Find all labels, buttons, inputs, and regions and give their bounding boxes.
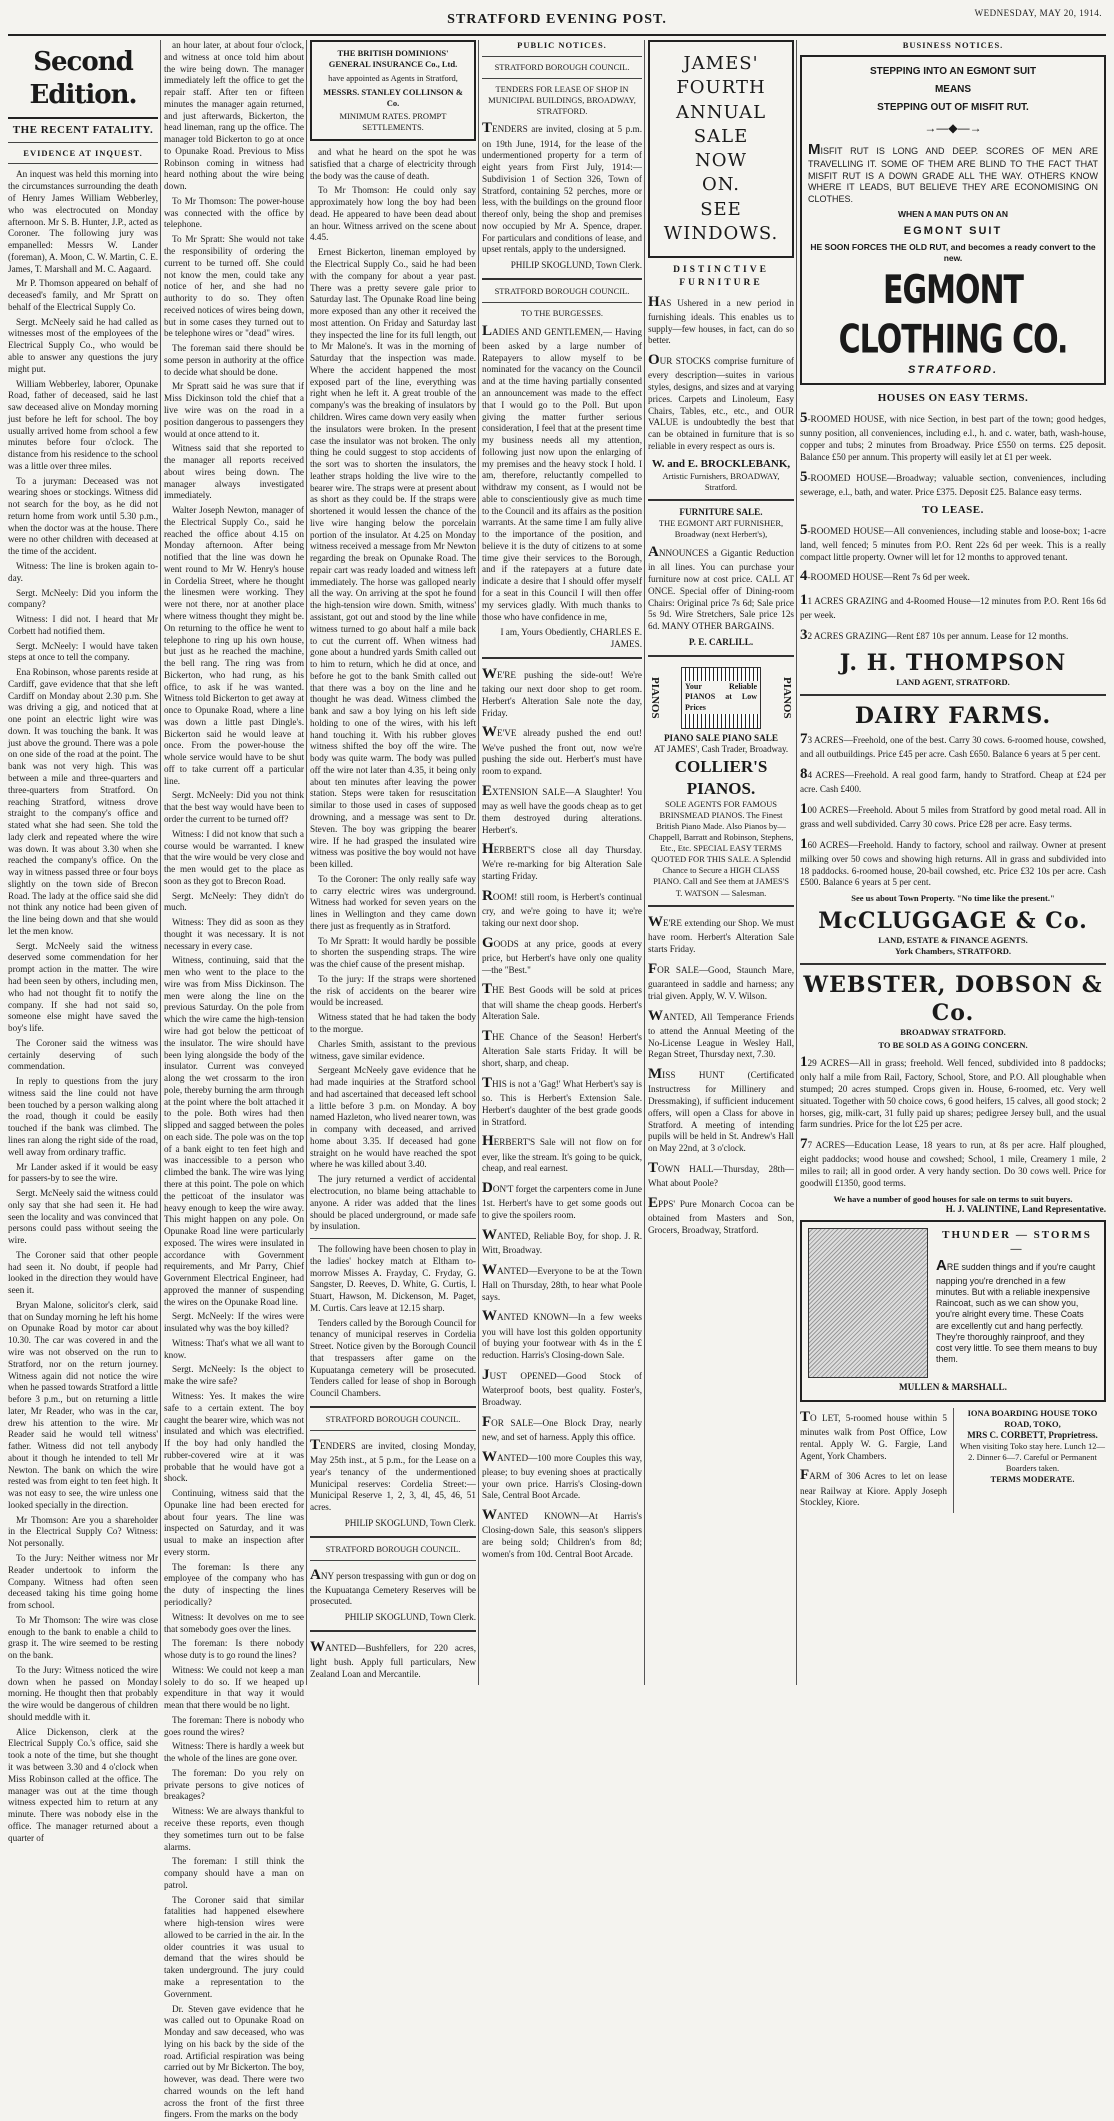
suit-line: MEANS [808, 81, 1098, 99]
classified-ad: WANTED KNOWN—In a few weeks you will have lost this golden opportunity of buying your footwear with 4s in the £ reduction. Harris's Closing-down Sale. [482, 1307, 642, 1361]
colliers-pianos: COLLIER'S PIANOS. [648, 756, 794, 800]
thompson-name: J. H. THOMPSON [800, 649, 1106, 677]
paragraph: Mr P. Thomson appeared on behalf of deceased's family, and Mr Spratt on behalf of the Electrical Supply Co. [8, 278, 158, 313]
classified-ad: DON'T forget the carpenters come in June 1st. Herbert's have to get some goods out to give the spoilers room. [482, 1179, 642, 1222]
business-notices-header: BUSINESS NOTICES. [800, 40, 1106, 51]
insurance-agents: MESSRS. STANLEY COLLINSON & Co. [318, 87, 468, 109]
classified-ad: EXTENSION SALE—A Slaughter! You may as well have the goods cheap as to get them destroyed during alterations. Herbert's. [482, 782, 642, 836]
egmont-clothing-logo: EGMONT CLOTHING CO. [808, 267, 1098, 367]
misfit-text: MISFIT RUT IS LONG AND DEEP. SCORES OF MEN ARE TRAVELLING IT. SOME OF THEM ARE BLIND TO THE FACT THAT MISFIT RUT IS A DOWN GRADE ALL THE WAY. OTHERS KNOW WHERE IT LEADS, BUT BELIEVE THEY ARE ECONOMISING ON CLOTHES. [808, 140, 1098, 205]
column-1 [8, 40, 158, 1685]
column-rule [306, 40, 307, 1685]
egmont-art-furnisher: THE EGMONT ART FURNISHER, Broadway (next Herbert's), [648, 518, 794, 540]
paragraph: The Coroner said the witness was certainly deserving of such commendation. [8, 1038, 158, 1073]
paragraph: The jury returned a verdict of accidental electrocution, no blame being attachable to anyone. A rider was added that the lines should be placed underground, or made safe by insulation. [310, 1174, 476, 1233]
webster-list [800, 1053, 1106, 1190]
colliers-text: SOLE AGENTS FOR FAMOUS BRINSMEAD PIANOS. The Finest British Piano Made. Also Pianos by— Chappell, Barratt and Robinson, Stephens, Etc., Etc. SPECIAL EASY TERMS QUOTED FOR THIS SALE. A Splendid Chance to Secure a HIGH CLASS PIANO. Call and See them at JAMES'S [648, 799, 794, 886]
paragraph: To Mr Thomson: He could only say approximately how long the boy had been dead. He appeared to have been dead about an hour. Witness arrived on the scene about 4.45. [310, 185, 476, 244]
burgess-signature: I am, Yours Obediently, CHARLES E. JAMES. [482, 627, 642, 651]
pianos-side-left: PIANOS [648, 677, 662, 719]
article-body [8, 169, 158, 1844]
paragraph: Bryan Malone, solicitor's clerk, said that on Sunday morning he left his home on Opunake Road by motor car about 10.30. The car was covered in and the wire was not observed on the run to Stratford, nor on the return journey. Witness again did not notice the wire when he passed towards Stratford a little before 3 p.m., but on returning a little later, Mr Reader, who was in the car, drew his attention to the wire. Mr Reader said he would tell witness' father. Witness did not tell anybody about it though he intended to tell Mr Newton. The bank on which the wire rested was from eight to ten feet high. It was not easy to see, the wire unless one looked specially in the direction. [8, 1300, 158, 1512]
thunder-storms-ad [800, 1220, 1106, 1402]
james-sale-ad [648, 40, 794, 258]
paragraph: To a juryman: Deceased was not wearing shoes or stockings. Witness did not search for the boy, as he did not return home from work until 5.30 p.m., when the doctor was at the house. There were no other children with deceased at the time of the accident. [8, 476, 158, 558]
thunder-heading: THUNDER — STORMS — [808, 1228, 1098, 1256]
paragraph: To Mr Spratt: She would not take the responsibility of ordering the current to be turned off. She could not know the men, could take any notice of her, and she had no authority to do so. They often received notices of wires being down, but in some cases they turned out to be telephone wires or "dead" wires. [164, 234, 304, 340]
paragraph: To the jury: If the straps were shortened the risk of accidents on the bearer wire would be increased. [310, 974, 476, 1009]
classified-ad: HERBERT'S close all day Thursday. We're re-marking for big Alteration Sale starting Friday. [482, 840, 642, 883]
shop-tender-text: TENDERS are invited, closing at 5 p.m. on 19th June, 1914, for the lease of the undermentioned property for a term of eight years from First July, 1914:— Subdivision 1 of Section 326, Town of Stratford, containing 52 perches, more or less, with the buildings on the ground floor thereof only, being the shop and premises now occupied by Mr A. Spence, draper. For particulars and conditions of lease, and upset rentals, apply to the undersigned. [482, 119, 642, 256]
classified-ad: WE'RE pushing the side-out! We're taking our next door shop to get room. Herbert's Alteration Sale note the day, Friday. [482, 665, 642, 719]
column-6 [800, 40, 1106, 1685]
piano-sale-heading: PIANO SALE PIANO SALE [648, 733, 794, 745]
egmont-clothing-ad [800, 55, 1106, 385]
paragraph: Witness: I did not know that such a course would be warranted. I knew that the wire would be very close and the men would get to the place as soon as they got to Brecon Road. [164, 829, 304, 888]
pianos-side-right: PIANOS [780, 677, 794, 719]
piano-sale-at: AT JAMES', Cash Trader, Broadway. [648, 744, 794, 756]
paragraph: Sergt. McNeely said he had called as witnesses most of the employees of the Electrical Supply Co., who would be able to answer any questions the jury might put. [8, 317, 158, 376]
classified-ad: WANTED—Everyone to be at the Town Hall on Thursday, 28th, to hear what Poole says. [482, 1261, 642, 1304]
paragraph: To the Jury: Witness noticed the wire down when he passed on Monday morning. He thought then that probably the wire would be dangerous of children should meddle with it. [8, 1665, 158, 1724]
corbett-name: MRS C. CORBETT, Proprietress. [959, 1430, 1106, 1442]
paragraph: Alice Dickenson, clerk at the Electrical Supply Co.'s office, said she took a note of the time, but she thought it was between 3.30 and 4 o'clock when Miss Robinson called at the office. The manager was out at the time though witness expected him to return at any minute. There was nobody else in the office. The manager returned about a quarter of [8, 1727, 158, 1845]
paragraph: Witness: There is hardly a week but the whole of the lines are gone over. [164, 1741, 304, 1765]
sale-line: NOW [654, 149, 788, 173]
column-rule [796, 40, 797, 1685]
paragraph: The foreman: Do you rely on private persons to give notices of breakages? [164, 1768, 304, 1803]
furniture-sale-heading: FURNITURE SALE. [648, 507, 794, 519]
egmont-suit-tagline [808, 63, 1098, 117]
paragraph: Mr Lander asked if it would be easy for passers-by to see the wire. [8, 1162, 158, 1186]
masthead [8, 4, 1106, 36]
classified-ad: HERBERT'S Sale will not flow on for ever, like the stream. It's going to be quick, cheap, and real earnest. [482, 1132, 642, 1175]
public-notices-header: PUBLIC NOTICES. [482, 40, 642, 51]
mccluggage-sub: LAND, ESTATE & FINANCE AGENTS. [800, 935, 1106, 946]
arrow-divider-icon: →—◆—→ [808, 121, 1098, 136]
column-3 [310, 40, 476, 1685]
paragraph: To the Jury: Neither witness nor Mr Reader undertook to inform the Company. Witness had often seen deceased taking his time going home from school. [8, 1553, 158, 1612]
classified-ad: GOODS at any price, goods at every price, but Herbert's have only one quality—the "Best." [482, 934, 642, 977]
hockey-notice: The following have been chosen to play in the ladies' hockey match at Eltham to-morrow Misses A. Frayday, C. Fryday, G. Sangster, D. Reeves, D. White, G. Curtis, I. Stuart, Hawson, M. Dickenson, M. Paget, M. Curtis. Cars leave at 12.15 sharp. [310, 1244, 476, 1315]
paragraph: Witness, continuing, said that the men who went to the place to the wire was from Miss Dickinson. The men were along the line on the previous Saturday. On the pole from which the wire came the high-tension wire had got below the petticoat of the insulator. The wire should have been lying alongside the body of the insulator. Current was conveyed along the wet crossarm to the iron pole, thereby burning the arm through at the point where the bolt attached it to the pole. Both wires had then slipped and sagged between the poles on each side. The pole was on the top of a bank eight to ten feet high and was inaccessible to a person who climbed the bank. The wire was lying there at this point. The pole on which the petticoat of the insulator was heavy enough to keep the wire away. This might happen on any pole. On Opunake Road line were particularly exposed. The wires were insulated in accordance with Government requirements, and Mr Parry, Chief Government Electrical Engineer, had approved the manner of suspending the wires on the Opunake Road line. [164, 955, 304, 1308]
sale-line: WINDOWS. [654, 222, 788, 246]
paragraph: Dr. Steven gave evidence that he was called out to Opunake Road on Monday and saw deceased, who was lying on his back by the side of the road. Artificial respiration was being carried out by Mr Bickerton. The boy, however, was dead. There were two charred wounds on the left hand across the front of the first three fingers. From the marks on the body [164, 2004, 304, 2121]
paragraph: Sergeant McNeely gave evidence that he had made inquiries at the Stratford school and had ascertained that deceased left school a little before 3 p.m. on Monday. A boy named Hazleton, who lived nearer town, was in company with deceased, and arrived home about 3.35. If deceased had gone straight on he would have reached the spot where he was killed about 3.40. [310, 1065, 476, 1171]
thompson-sub: LAND AGENT, STRATFORD. [800, 677, 1106, 688]
paragraph: Sergt. McNeely: Did you not think that the best way would have been to order the current to be turned off? [164, 790, 304, 825]
classified-ad: TO LET, 5-roomed house within 5 minutes walk from Post Office, Low rental. Apply W. G. Fargie, Land Agent, York Chambers. [800, 1408, 947, 1462]
classified-ads-2 [648, 913, 794, 1236]
paragraph: The foreman said there should be some person in authority at the office to decide what should be done. [164, 343, 304, 378]
paragraph: Witness: That's what we all want to know. [164, 1338, 304, 1362]
paragraph: Sergt. McNeely said the witness could only say that she had seen it. He had seen the locality and was convinced that persons could pass without seeing the wire. [8, 1188, 158, 1247]
classified-ad: WE'VE already pushed the end out! We've pushed the front out, now we're pushing the side out. Herbert's must have room to expand. [482, 723, 642, 777]
classified-ad: FARM of 306 Acres to let on lease near Railway at Kiore. Apply Joseph Stockley, Kiore. [800, 1466, 947, 1509]
columns [8, 40, 1106, 1685]
suit-line: STEPPING INTO AN EGMONT SUIT [808, 63, 1098, 81]
classified-ad: WANTED, All Temperance Friends to attend the Annual Meeting of the No-License League in Wesley Hall, Regan Street, Thursday next, 7.30. [648, 1007, 794, 1061]
council2-signature: PHILIP SKOGLUND, Town Clerk. [310, 1612, 476, 1624]
lease-listing: 4-ROOMED HOUSE—Rent 7s 6d per week. [800, 567, 1106, 586]
classified-ad: THIS is not a 'Gag!' What Herbert's say is so. This is Herbert's Extension Sale. Herbert's daughter of the best grade goods in Stratford. [482, 1074, 642, 1128]
bushfellers-ad: WANTED—Bushfellers, for 220 acres, light bush. Apply full particulars, New Zealand Loan and Mercantile. [310, 1638, 476, 1681]
brocklebank-name: W. and E. BROCKLEBANK, [648, 457, 794, 471]
houses-list [800, 409, 1106, 498]
classified-ad: FOR SALE—One Block Dray, nearly new, and set of harness. Apply this office. [482, 1413, 642, 1444]
issue-date: WEDNESDAY, MAY 20, 1914. [975, 8, 1102, 18]
forces-text: HE SOON FORCES THE OLD RUT, and becomes a ready convert to the new. [808, 242, 1098, 264]
classified-ad: WE'RE extending our Shop. We must have room. Herbert's Alteration Sale starts Friday. [648, 913, 794, 956]
paragraph: Witness: They did as soon as they thought it was necessary. It is not necessary in every case. [164, 917, 304, 952]
paragraph: The foreman: Is there any employee of the company who has the duty of inspecting the lines periodically? [164, 1562, 304, 1609]
house-listing: 5-ROOMED HOUSE, with nice Section, in best part of the town; good hedges, sunny position, all conveniences, including e.l., h. and c. water, bath, wash-house, copper and tubs; 2 minutes from Broadway. Price £550 on terms. £25 deposit. Balance £50 per annum. This property will easily let at £1 per week. [800, 409, 1106, 463]
paragraph: Witness: The line is broken again to-day. [8, 561, 158, 585]
carlill-name: P. E. CARLILL. [648, 637, 794, 649]
burgess-heading: TO THE BURGESSES. [482, 308, 642, 319]
classified-ad: THE Chance of the Season! Herbert's Alteration Sale starts Friday. It will be short, sharp, and cheap. [482, 1027, 642, 1070]
webster-note: We have a number of good houses for sale on terms to suit buyers. [800, 1194, 1106, 1205]
sale-line: JAMES' [654, 52, 788, 76]
paragraph: To Mr Thomson: The power-house was connected with the office by telephone. [164, 196, 304, 231]
going-concern: TO BE SOLD AS A GOING CONCERN. [800, 1040, 1106, 1051]
paragraph: The foreman: I still think the company should have a man on patrol. [164, 1856, 304, 1891]
sale-text [654, 52, 788, 246]
distinctive-text-1: HAS Ushered in a new period in furnishing ideals. This enables us to supply—few houses, in fact, can do so better. [648, 293, 794, 347]
iona-text: When visiting Toko stay here. Lunch 12—2. Dinner 6—7. Careful or Permanent Boarders taken. [959, 1441, 1106, 1474]
paragraph: Witness: It devolves on me to see that somebody goes over the lines. [164, 1612, 304, 1636]
to-lease-heading: TO LEASE. [800, 503, 1106, 517]
paragraph: Sergt. McNeely: If the wires were insulated why was the boy killed? [164, 1311, 304, 1335]
classified-ad: TOWN HALL—Thursday, 28th—What about Poole? [648, 1159, 794, 1190]
classified-ad: JUST OPENED—Good Stock of Waterproof boots, best quality. Foster's, Broadway. [482, 1366, 642, 1409]
paragraph: Sergt. McNeely: Is the object to make the wire safe? [164, 1364, 304, 1388]
paragraph: Witness: Yes. It makes the wire safe to a certain extent. The boy caught the bearer wire, which was not insulated and which was electrified. If the boy had only handled the rubber-covered wire at it was probable that he would have got a shock. [164, 1391, 304, 1485]
paragraph: Witness: We could not keep a man solely to do so. If we heaped up expenditure in that way it would mean that there would be no light. [164, 1665, 304, 1712]
paragraph: To Mr Thomson: The wire was close enough to the bank to enable a child to grasp it. The wire seemed to be resting on the bank. [8, 1615, 158, 1662]
classified-ad: FOR SALE—Good, Staunch Mare, guaranteed in saddle and harness; any trial given. Apply, W. V. Wilson. [648, 960, 794, 1003]
insurance-rates: MINIMUM RATES. PROMPT SETTLEMENTS. [318, 111, 468, 133]
column-rule [160, 40, 161, 1685]
paragraph: An inquest was held this morning into the circumstances surrounding the death of Henry James William Webberley, who was electrocuted on Monday afternoon. Mr S. B. Hunter, J.P., acted as Coroner. The following jury was empanelled: Messrs W. Lander (foreman), A. Moon, C. W. Martin, C. E. James, T. Marshall and M. C. Aagaard. [8, 169, 158, 275]
paragraph: Ernest Bickerton, lineman employed by the Electrical Supply Co., said he had been with the company for about a year past. There was a pretty severe gale prior to Saturday last. The Opunake Road line being more exposed than any other it received the most attention. On Friday and Saturday last they inspected the line for its full length, out to Mr Malone's. It was in the morning of Saturday that the inspection was made. Where the accident happened the most exposed part of the line, everything was right when he left it. A great trouble of the company's was the breaking of insulators by children. Wires came down very easily when the insulators were broken. In the present case the insulator was not broken. The only thing he could suggest to stop accidents of the sort was to shorten the insulators, the leather straps holding the live wire to the bearer wire. The straps were at present about as short as they could be. If the straps were shortened it would lessen the chance of the live wire hanging below the porcelain portion of the insulator. At 4.25 on Monday witness received a message from Mr Newton regarding the break on Opunake Road. The repair cart was ready loaded and witness left immediately. The horse was galloped nearly all the way. On arriving at the spot he found the high-tension wire down. Smith, witness' assistant, got out and stood by the line while witness turned to go about half a mile back to cut the current off. When witness had gone about a hundred yards Smith called out to him to return, which he did at once, and before he got to the bank Smith called out that there was a boy on the line and he thought he was dead. Witness climbed the bank and saw a boy lying on his left side holding to one of the wires, with his left hand touching it. With his rubber gloves witness shifted the boy off the wire. The body was quite warm. The body was pulled off the wire not later than 4.35, it being only about ten minutes after leaving the power station. Steps were taken for resuscitation similar to those used in cases of supposed drowning, and a message was sent to Dr. Steven. The boy was gripping the bearer wire. If he had grasped the insulated wire witness was positive the boy would not have been killed. [310, 247, 476, 871]
classified-ad: WANTED, Reliable Boy, for shop. J. R. Witt, Broadway. [482, 1226, 642, 1257]
paragraph: Walter Joseph Newton, manager of the Electrical Supply Co., said he reached the office about 4.15 on Monday afternoon. After being notified that the line was down he went round to Mr W. Henry's house in Cordelia Street, where he thought the linesmen were working. They were not there, nor at another place where witness thought they might be. On returning to the office he went to telephone to ring up his own house, but just as he reached the machine, the bell rang. The ring was from Bickerton, who had rung, as his office, to ask if he was wanted. Witness told Bickerton to get away at once to Opunake Road, where a line was down a little past Dingle's. Bickerton said he would leave at once. From the power-house the whole service would have to be shut off to take current off a particular line. [164, 505, 304, 787]
sale-line: FOURTH [654, 76, 788, 100]
classified-ad: THE Best Goods will be sold at prices that will shame the cheap goods. Herbert's Alteration Sale. [482, 980, 642, 1023]
paragraph: Sergt. McNeely: Did you inform the company? [8, 588, 158, 612]
paragraph: Mr Spratt said he was sure that if Miss Dickinson told the chief that a live wire was on the road in a position dangerous to passengers they would at once attend to it. [164, 381, 304, 440]
classified-ad: WANTED KNOWN—At Harris's Closing-down Sale, this season's slippers are being sold; Children's from 8d; women's from 10d. Central Boot Arcade. [482, 1506, 642, 1560]
salesman: T. WATSON — Salesman. [648, 888, 794, 899]
mullen-marshall: MULLEN & MARSHALL. [808, 1382, 1098, 1394]
paragraph: Mr Thomson: Are you a shareholder in the Electrical Supply Co? Witness: Not personally. [8, 1515, 158, 1550]
council-summary: Tenders called by the Borough Council for tenancy of municipal reserves in Cordelia Street. Notice given by the Borough Council that trespassers after game on the Kupuatanga cemetery will be prosecuted. Tenders called for lease of shop in Borough Council Chambers. [310, 1318, 476, 1400]
valintine-name: H. J. VALINTINE, Land Representative. [800, 1204, 1106, 1216]
webster-listing: 129 ACRES—All in grass; freehold. Well fenced, subdivided into 8 paddocks; only half a mile from Rail, Factory, School, Store, and P.O. All ploughable when stumped; 20 acres stumped. Crops given in. House, 6-roomed, etc. Very well situated. Together with 50 choice cows, 6 good heifers, 15 calves, all good stock; 2 horses, gig, milk-cart, 31 fully paid up shares; pedigree Jersey bull, and the usual farm sundries. Price for the lot £25 per acre. [800, 1053, 1106, 1131]
paragraph: Witness: We are always thankful to receive these reports, even though they sometimes turn out to be false alarms. [164, 1806, 304, 1853]
piano-illustration-icon [681, 667, 761, 729]
council-heading: STRATFORD BOROUGH COUNCIL. [482, 62, 642, 73]
article-headline: THE RECENT FATALITY. [8, 123, 158, 137]
paragraph: Witness stated that he had taken the body to the morgue. [310, 1012, 476, 1036]
piano-tag: Your Reliable PIANOS at Low Prices [682, 681, 760, 714]
article-subhead: EVIDENCE AT INQUEST. [8, 148, 158, 159]
see-us-note: See us about Town Property. "No time like the present." [800, 893, 1106, 904]
dairy-farms-heading: DAIRY FARMS. [800, 702, 1106, 730]
council2-heading: STRATFORD BOROUGH COUNCIL. [310, 1544, 476, 1555]
classified-ads [482, 665, 642, 1561]
farm-listing: 73 ACRES—Freehold, one of the best. Carry 30 cows. 6-roomed house, cowshed, and all outbuildings. Price £45 per acre. Cash £650. Balance 6 years at 5 per cent. [800, 730, 1106, 761]
distinctive-furniture: DISTINCTIVE FURNITURE [648, 264, 794, 288]
article-body-continued [164, 40, 304, 2121]
mccluggage-name: McCLUGGAGE & Co. [800, 907, 1106, 935]
paragraph: Continuing, witness said that the Opunake line had been erected for about four years. The line was inspected on Saturday, and it was usual to make an inspection after every storm. [164, 1488, 304, 1559]
paragraph: William Webberley, laborer, Opunake Road, father of deceased, said he last saw deceased alive on Monday morning just before he left for school. The boy usually arrived home from school a few minutes before four o'clock. The distance from his residence to the school was a little over three miles. [8, 379, 158, 473]
thunder-text: ARE sudden things and if you're caught napping you're drenched in a few minutes. But with a reliable inexpensive Raincoat, such as we can show you, you're alright every time. These Coats are excellently cut and hang perfectly. They're thoroughly rainproof, and they cost very little. To see them means to buy them. [808, 1256, 1098, 1365]
paragraph: Sergt. McNeely said the witness deserved some commendation for her prompt action in the matter. The wire had been seen by others, including men, who had not thought fit to notify the company. If she had not said so, someone else might have saved the boy's life. [8, 941, 158, 1035]
paragraph: Sergt. McNeely: I would have taken steps at once to tell the company. [8, 641, 158, 665]
classified-ad: WANTED—100 more Couples this way, please; to buy evening shoes at practically your own price. Harris's Closing-down Sale, Central Boot Arcade. [482, 1448, 642, 1502]
when-a-man: WHEN A MAN PUTS ON AN [808, 209, 1098, 220]
paragraph: The Coroner said that similar fatalities had happened elsewhere where high-tension wires were allowed to be carried in the air. In the older countries it was usual to demand that the wires should be taken underground. The jury could make a representation to the Government. [164, 1895, 304, 2001]
burgess-letter: LADIES AND GENTLEMEN,— Having been asked by a large number of Ratepayers to allow myself to be nominated for the vacancy on the Council and at the time having partially consented an announcement was made to the effect that I would go to the Poll. But upon giving the matter further serious consideration, I feel that at the present time my business needs all my attention, following just now upon the enlarging of my premises and the heavy stock I hold. I am, therefore, reluctantly compelled to withdraw my consent, as I would not be able to conscientiously give as much time to the Council and its affairs as the position warrants. At the same time I am fully alive to the importance of the position, and believe it is the duty of citizens to at some time give their services to the Borough, and if the ratepayers at a future date indicate a desire that I should offer myself for a seat in this Council I will then offer my services gladly. With much thanks to those who have confidence in me, [482, 322, 642, 624]
paragraph: To Mr Spratt: It would hardly be possible to shorten the suspending straps. The wire was the chief cause of the present mishap. [310, 936, 476, 971]
paragraph: and what he heard on the spot he was satisfied that a charge of electricity through the body was the cause of death. [310, 147, 476, 182]
paragraph: Sergt. McNeely: They didn't do much. [164, 891, 304, 915]
article-body-end [310, 147, 476, 1233]
column-2 [164, 40, 304, 1685]
lease-listing: 32 ACRES GRAZING—Rent £87 10s per annum. Lease for 12 months. [800, 626, 1106, 645]
paragraph: Witness said that she reported to the manager all reports received about wires being down. The manager always investigated immediately. [164, 443, 304, 502]
lease-list [800, 521, 1106, 645]
edition-banner: Second Edition. [8, 40, 158, 119]
shop-tender-heading: TENDERS FOR LEASE OF SHOP IN MUNICIPAL BUILDINGS, BROADWAY, STRATFORD. [482, 84, 642, 117]
house-listing: 5-ROOMED HOUSE—Broadway; valuable section, conveniences, including sewerage, e.l., bath, and water. Price £375. Deposit £25. Balance easy terms. [800, 468, 1106, 499]
insurance-company: THE BRITISH DOMINIONS' GENERAL INSURANCE Co., Ltd. [318, 48, 468, 70]
brocklebank-sub: Artistic Furnishers, BROADWAY, Stratford. [648, 471, 794, 493]
newspaper-title: STRATFORD EVENING POST. [8, 12, 1106, 28]
farm-listing: 160 ACRES—Freehold. Handy to factory, school and railway. Owner at present milking over 50 cows and showing high returns. All in grass and subdivided into 18 paddocks. 6-roomed house, 20-bail cowshed, etc. Price £32 10s per acre. Cash £500. Balance 6 years at 5 per cent. [800, 835, 1106, 889]
york-chambers: York Chambers, STRATFORD. [800, 946, 1106, 957]
sale-line: SALE [654, 125, 788, 149]
classified-ad: ROOM! still room, is Herbert's continual cry, and we're going to have it; we're taking our next door shop. [482, 887, 642, 930]
farm-listing: 84 ACRES—Freehold. A real good farm, handy to Stratford. Cheap at £24 per acre. Cash £400. [800, 765, 1106, 796]
sale-line: ANNUAL [654, 101, 788, 125]
insurance-ad [310, 40, 476, 141]
classified-ad: EPPS' Pure Monarch Cocoa can be obtained from Masters and Son, Grocers, Broadway, Stratford. [648, 1194, 794, 1237]
sale-line: SEE [654, 198, 788, 222]
council-heading: STRATFORD BOROUGH COUNCIL. [310, 1414, 476, 1425]
cemetery-notice: ANY person trespassing with gun or dog on the Kupuatanga Cemetery Reserves will be prosecuted. [310, 1566, 476, 1609]
paragraph: To the Coroner: The only really safe way to carry electric wires was underground. Witness had worked for seven years on the lines in Wellington and they came down there just as frequently as in Stratford. [310, 874, 476, 933]
column-5 [648, 40, 794, 1685]
classified-ad: MISS HUNT (Certificated Instructress for Millinery and Dressmaking), if sufficient inducement offers, will open a Class for above in Stratford. A meeting of intending pupils will be held in St. Andrew's Hall on May 22nd, at 3 o'clock. [648, 1065, 794, 1155]
webster-name: WEBSTER, DOBSON & Co. [800, 971, 1106, 1027]
council-signature: PHILIP SKOGLUND, Town Clerk. [310, 1518, 476, 1530]
paragraph: Witness: I did not. I heard that Mr Corbett had notified them. [8, 614, 158, 638]
raincoat-illustration-icon [808, 1228, 928, 1378]
column-rule [644, 40, 645, 1685]
egmont-art-text: ANNOUNCES a Gigantic Reduction in all lines. You can purchase your furniture now at cost price. CALL AT ONCE. Special offer of Dining-room Chairs: Original price 7s 6d; Sale price 5s 9d. Wire Stretchers, Sale price 12s 6d. MANY OTHER BARGAINS. [648, 543, 794, 633]
iona-boarding-ad [953, 1408, 1106, 1513]
sale-line: ON. [654, 173, 788, 197]
council-tender: TENDERS are invited, closing Monday, May 25th inst., at 5 p.m., for the Lease on a year's tenancy of the undermentioned Municipal reserves: Cordelia Street:— Municipal Reserve 1, 2, 3, 4l, 45, 46, 51 acres. [310, 1436, 476, 1514]
burgess-council-heading: STRATFORD BOROUGH COUNCIL. [482, 286, 642, 297]
paragraph: The foreman: Is there nobody whose duty is to go round the lines? [164, 1638, 304, 1662]
paragraph: The Coroner said that other people had seen it. No doubt, if people had looked in the direction they would have seen it. [8, 1250, 158, 1297]
webster-listing: 77 ACRES—Education Lease, 18 years to run, at 8s per acre. Half ploughed, eight paddocks; wood house and cowshed; School, 1 mile, Creamery 1 mile, 2 miles to rail; all in good order. A very handy section. Do 30 cows well. Price for goodwill £1350, good terms. [800, 1135, 1106, 1189]
egmont-stratford: STRATFORD. [808, 363, 1098, 377]
terms-moderate: TERMS MODERATE. [959, 1474, 1106, 1485]
lease-listing: 5-ROOMED HOUSE—All conveniences, including stable and loose-box; 1-acre land, well fenced; 5 minutes from P.O. Rent 22s 6d per week. This is a really compact little property. Owner will let for 12 months to approved tenant. [800, 521, 1106, 564]
column-rule [478, 40, 479, 1685]
paragraph: an hour later, at about four o'clock, and witness at once told him about the wire being down. The manager immediately left the office to get the repair staff. After ten or fifteen minutes the manager again returned, and just afterwards, Bickerton, the head lineman, rang up the office. The manager told Bickerton to go at once to Opunake Road. Previous to Miss Robinson coming in witness had heard nothing about the wire being down. [164, 40, 304, 193]
lease-listing: 11 ACRES GRAZING and 4-Roomed House—12 minutes from P.O. Rent 16s 6d per week. [800, 591, 1106, 622]
column-4 [482, 40, 642, 1685]
shop-tender-signature: PHILIP SKOGLUND, Town Clerk. [482, 260, 642, 272]
insurance-appointed: have appointed as Agents in Stratford, [318, 73, 468, 84]
egmont-suit-label: EGMONT SUIT [808, 224, 1098, 238]
paragraph: The foreman: There is nobody who goes round the wires? [164, 1715, 304, 1739]
webster-sub: BROADWAY STRATFORD. [800, 1027, 1106, 1038]
farms-list [800, 730, 1106, 889]
paragraph: Ena Robinson, whose parents reside at Cardiff, gave evidence that that she left Cardiff on Monday about 2.30 p.m. She was driving a gig, and noticed that at one point an electric light wire was down. It was touching the bank. It was just above the ground. There was a pole on one side of the road at the point. The bank was not very high. This was between a mile and three-quarters and three-quarters from Stratford. On reaching Stratford, witness drove straight to the company's office and stated what she had seen. She told the lady clerk and repeated where the wire was down. It was about 3.30 when she reached the company's office. On the way in witness passed three or four boys slightly on the town side of Brecon Road. The lady at the office said she did not think any notice had been given of the line being down and that she would let the men know. [8, 667, 158, 938]
farm-listing: 100 ACRES—Freehold. About 5 miles from Stratford by good metal road. All in grass and well subdivided. Carry 30 cows. Price £28 per acre. Easy terms. [800, 800, 1106, 831]
iona-name: IONA BOARDING HOUSE TOKO ROAD, TOKO, [959, 1408, 1106, 1430]
houses-heading: HOUSES ON EASY TERMS. [800, 391, 1106, 405]
suit-line: STEPPING OUT OF MISFIT RUT. [808, 99, 1098, 117]
bottom-left-ads [800, 1408, 947, 1513]
distinctive-text-2: OUR STOCKS comprise furniture of every description—suites in various styles, designs, and sizes and at varying prices. Carpets and Linoleum, Easy Chairs, Tables, etc., etc., and OUR VALUE is undoubtedly the best that can be obtained in furniture that is so reliable in every respect as ours is. [648, 351, 794, 453]
paragraph: In reply to questions from the jury witness said the line could not have been touched by a person walking along the road, though it could be easily touched if the bank was climbed. The lines ran along the right side of the road, well away from ordinary traffic. [8, 1076, 158, 1158]
paragraph: Charles Smith, assistant to the previous witness, gave similar evidence. [310, 1039, 476, 1063]
